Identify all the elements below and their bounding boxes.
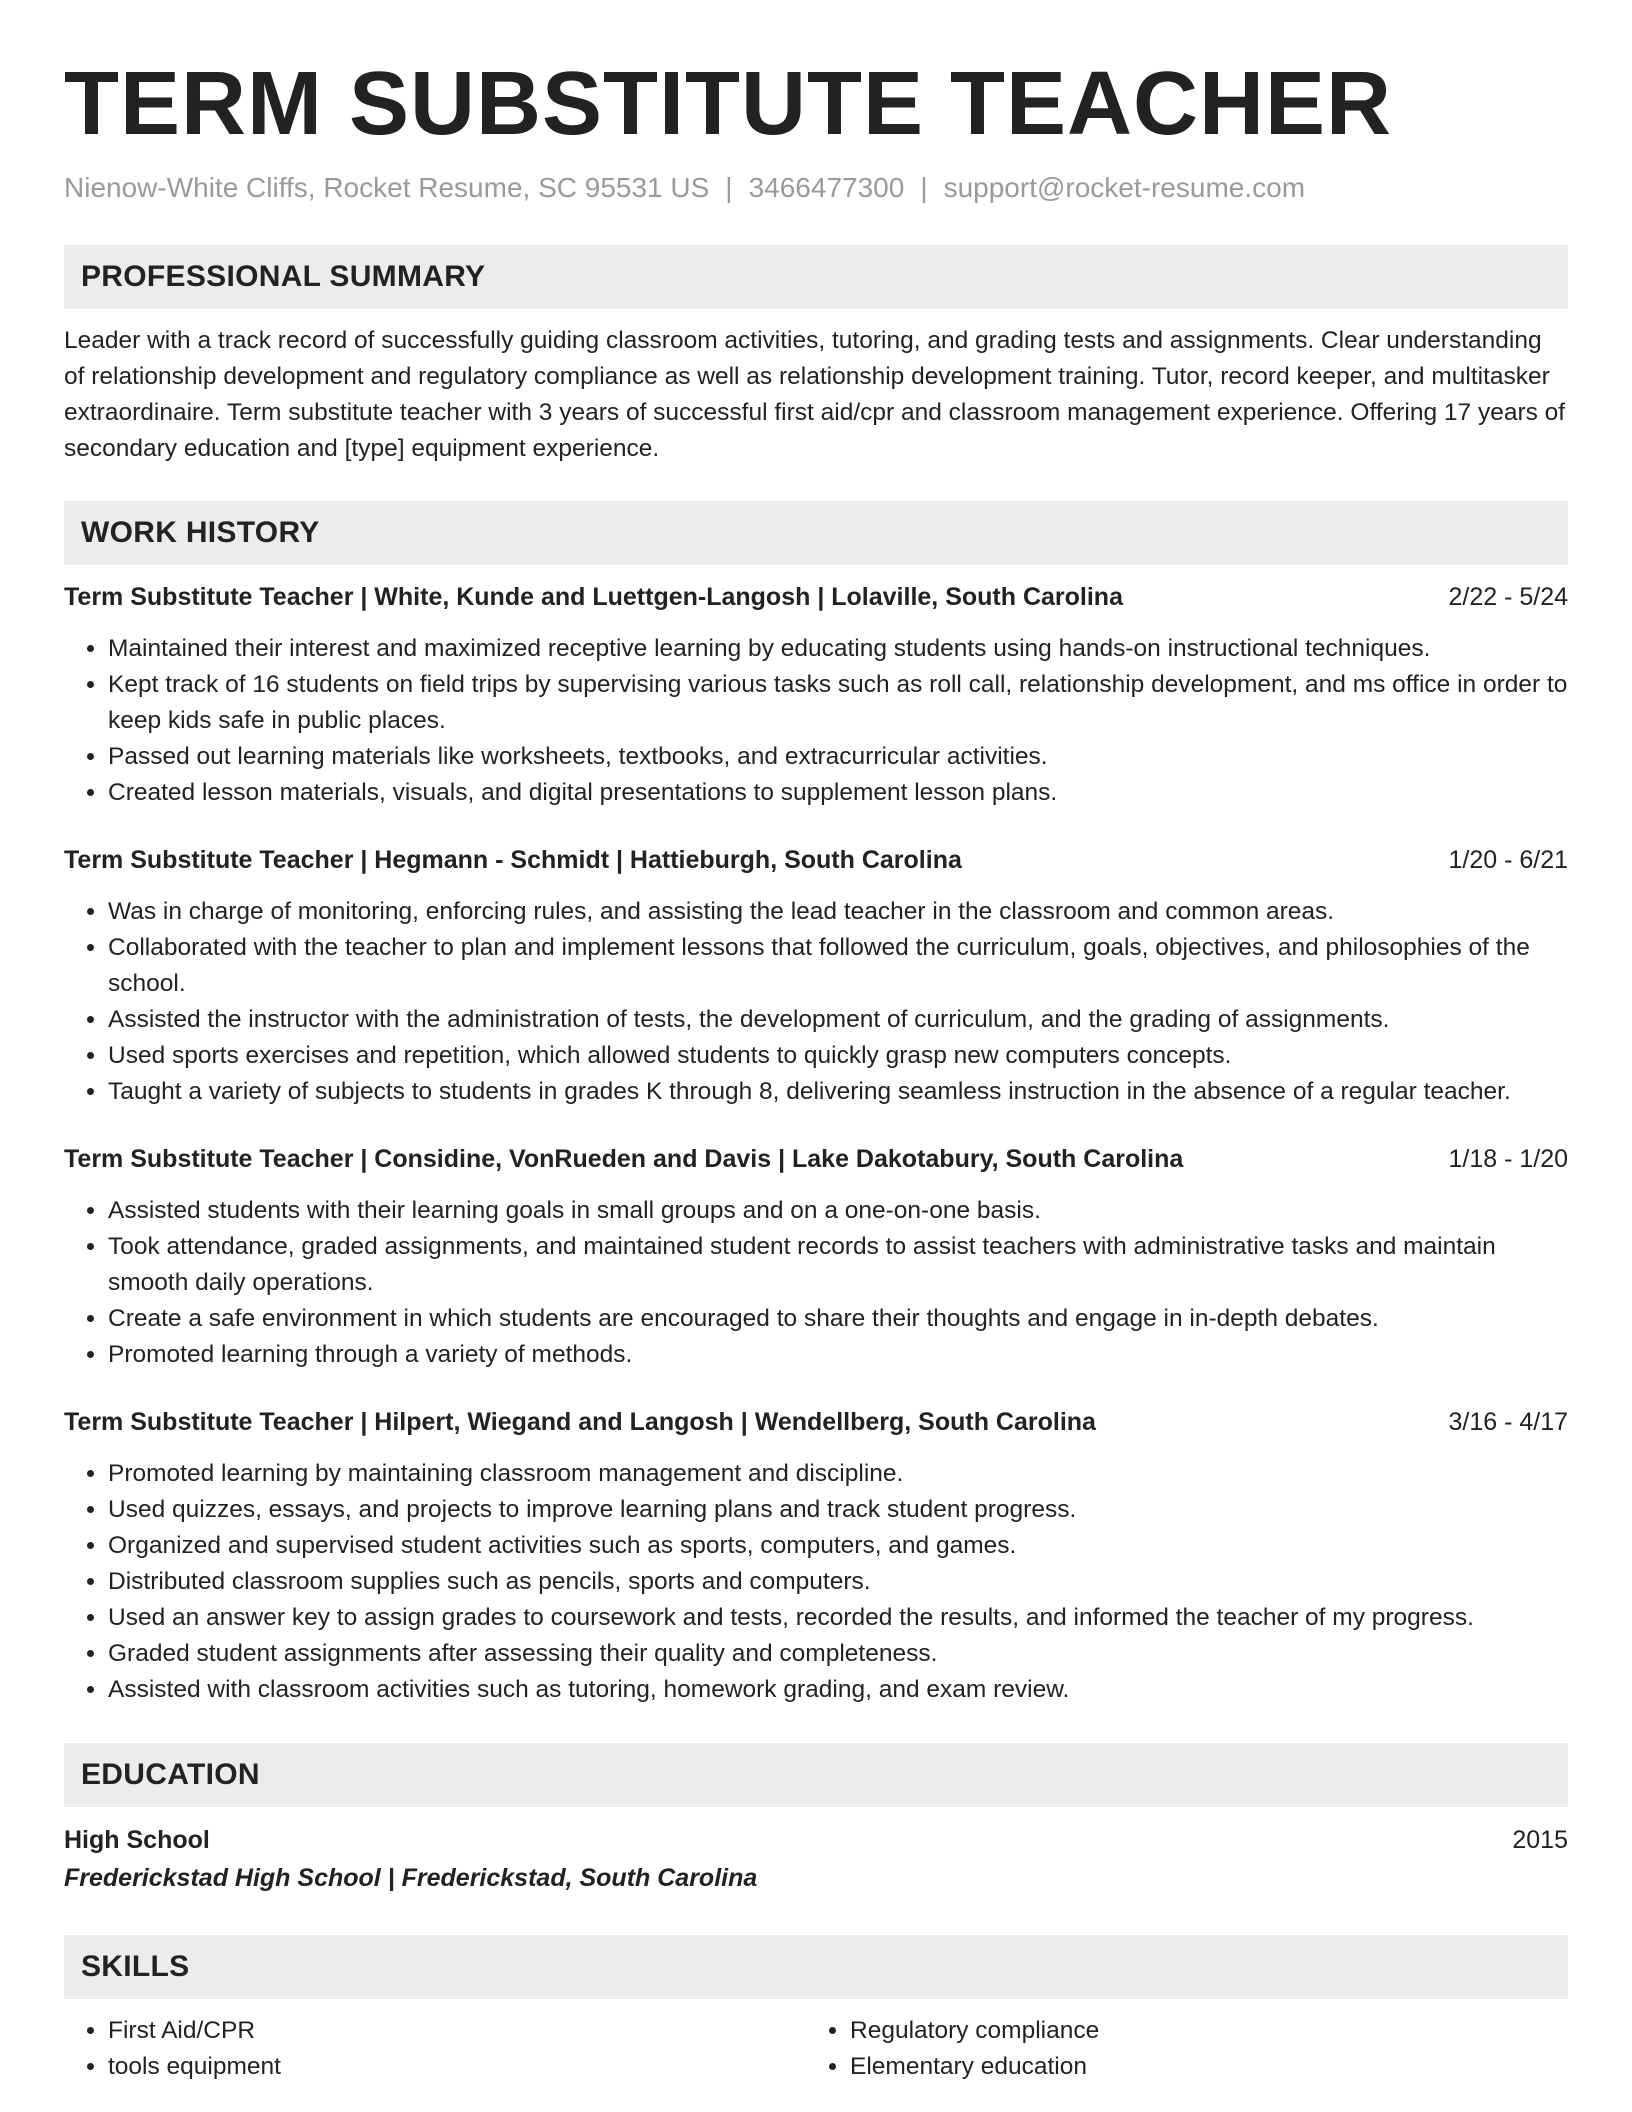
job-bullet: • Graded student assignments after assessing their quality and completeness. <box>108 1636 1568 1672</box>
job-bullet: • Created lesson materials, visuals, and digital presentations to supplement lesson plans. <box>108 775 1568 811</box>
job-title: Term Substitute Teacher | White, Kunde and Luettgen-Langosh | Lolaville, South Carolina <box>64 583 1123 611</box>
education-year: 2015 <box>1512 1826 1568 1854</box>
job-entry <box>64 1141 1568 1373</box>
job-bullet: • Organized and supervised student activities such as sports, computers, and games. <box>108 1528 1568 1564</box>
summary-text: Leader with a track record of successfully guiding classroom activities, tutoring, and grading tests and assignments. Clear understanding of relationship development and regulatory compliance as well as relationship development training. Tutor, record keeper, and multitasker extraordinaire. Term substitute teacher with 3 years of successful first aid/cpr and classroom management experience. Offering 17 years of secondary education and [type] equipment experience. <box>64 327 1566 462</box>
job-header <box>64 579 1568 615</box>
skills-list <box>64 2013 1568 2085</box>
education-entry <box>64 1821 1568 1897</box>
skills-column-right <box>806 2013 1548 2085</box>
education-school: Frederickstad High School | Frederickstad, South Carolina <box>64 1864 758 1892</box>
job-entry <box>64 579 1568 811</box>
job-dates: 2/22 - 5/24 <box>1448 583 1568 611</box>
job-bullet: • Took attendance, graded assignments, and maintained student records to assist teachers with administrative tasks and maintain smooth daily operations. <box>108 1229 1568 1301</box>
summary-heading: PROFESSIONAL SUMMARY <box>64 245 1568 309</box>
job-header <box>64 1404 1568 1440</box>
job-bullets <box>64 1456 1568 1708</box>
job-bullet: • Promoted learning through a variety of methods. <box>108 1337 1568 1373</box>
contact-address: Nienow-White Cliffs, Rocket Resume, SC 95531 US <box>64 172 710 203</box>
job-bullet: • Collaborated with the teacher to plan and implement lessons that followed the curriculum, goals, objectives, and philosophies of the school. <box>108 930 1568 1002</box>
job-bullet: • Used quizzes, essays, and projects to improve learning plans and track student progress. <box>108 1492 1568 1528</box>
skill-item: • Regulatory compliance <box>850 2013 1548 2049</box>
job-bullets <box>64 894 1568 1110</box>
job-entry <box>64 1404 1568 1708</box>
skills-heading: SKILLS <box>64 1935 1568 1999</box>
job-bullet: • Used an answer key to assign grades to coursework and tests, recorded the results, and informed the teacher of my progress. <box>108 1600 1568 1636</box>
contact-email: support@rocket-resume.com <box>943 172 1306 203</box>
job-bullet: • Distributed classroom supplies such as pencils, sports and computers. <box>108 1564 1568 1600</box>
education-heading: EDUCATION <box>64 1743 1568 1807</box>
skill-item: • tools equipment <box>108 2049 806 2085</box>
job-bullet: • Taught a variety of subjects to students in grades K through 8, delivering seamless instruction in the absence of a regular teacher. <box>108 1074 1568 1110</box>
contact-separator: | <box>725 172 733 203</box>
skill-item: • Elementary education <box>850 2049 1548 2085</box>
job-header <box>64 842 1568 878</box>
job-bullet: • Assisted students with their learning goals in small groups and on a one-on-one basis. <box>108 1193 1568 1229</box>
skill-item: • First Aid/CPR <box>108 2013 806 2049</box>
resume-name: TERM SUBSTITUTE TEACHER <box>64 54 1392 154</box>
job-bullet: • Was in charge of monitoring, enforcing rules, and assisting the lead teacher in the classroom and common areas. <box>108 894 1568 930</box>
job-bullet: • Kept track of 16 students on field trips by supervising various tasks such as roll call, relationship development, and ms office in order to keep kids safe in public places. <box>108 667 1568 739</box>
job-dates: 1/20 - 6/21 <box>1448 846 1568 874</box>
job-title: Term Substitute Teacher | Hilpert, Wiegand and Langosh | Wendellberg, South Carolina <box>64 1408 1096 1436</box>
job-bullet: • Create a safe environment in which students are encouraged to share their thoughts and engage in in-depth debates. <box>108 1301 1568 1337</box>
job-dates: 3/16 - 4/17 <box>1448 1408 1568 1436</box>
job-dates: 1/18 - 1/20 <box>1448 1145 1568 1173</box>
job-bullet: • Used sports exercises and repetition, which allowed students to quickly grasp new computers concepts. <box>108 1038 1568 1074</box>
work-history-heading: WORK HISTORY <box>64 501 1568 565</box>
job-title: Term Substitute Teacher | Considine, VonRueden and Davis | Lake Dakotabury, South Carolina <box>64 1145 1184 1173</box>
job-bullet: • Promoted learning by maintaining classroom management and discipline. <box>108 1456 1568 1492</box>
job-bullet: • Assisted with classroom activities such as tutoring, homework grading, and exam review. <box>108 1672 1568 1708</box>
job-title: Term Substitute Teacher | Hegmann - Schmidt | Hattieburgh, South Carolina <box>64 846 962 874</box>
education-degree: High School <box>64 1826 210 1854</box>
contact-line <box>64 168 1568 208</box>
job-header <box>64 1141 1568 1177</box>
job-bullet: • Assisted the instructor with the administration of tests, the development of curriculum, and the grading of assignments. <box>108 1002 1568 1038</box>
job-bullet: • Passed out learning materials like worksheets, textbooks, and extracurricular activities. <box>108 739 1568 775</box>
contact-separator: | <box>920 172 928 203</box>
job-bullets <box>64 631 1568 811</box>
job-bullets <box>64 1193 1568 1373</box>
job-bullet: • Maintained their interest and maximized receptive learning by educating students using hands-on instructional techniques. <box>108 631 1568 667</box>
contact-phone: 3466477300 <box>748 172 905 203</box>
education-header <box>64 1821 1568 1859</box>
job-entry <box>64 842 1568 1110</box>
skills-column-left <box>64 2013 806 2085</box>
